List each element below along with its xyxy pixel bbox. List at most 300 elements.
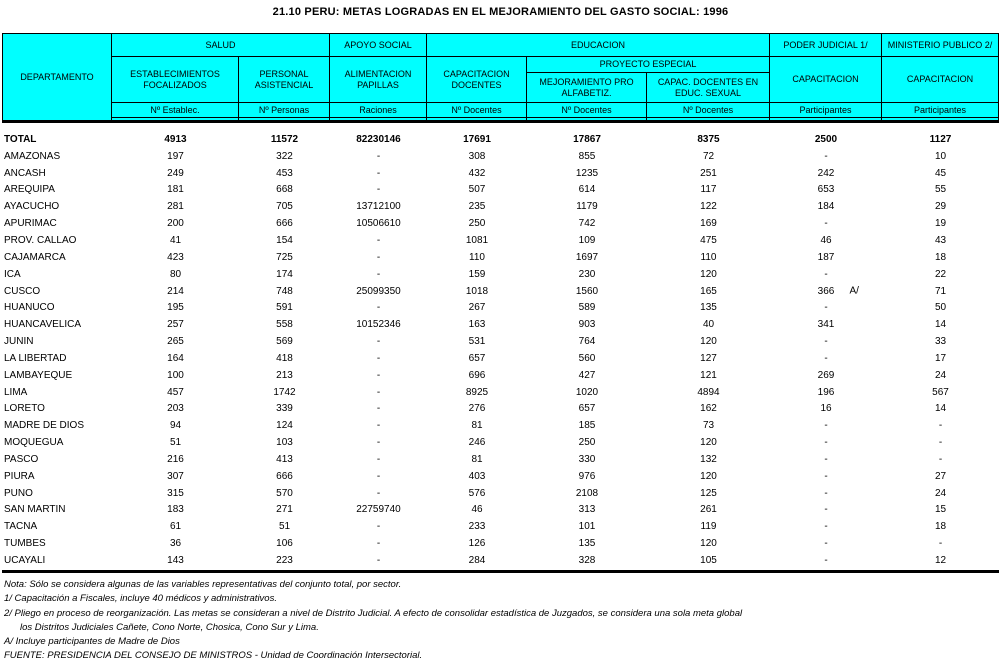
- value-cell-personal: 591: [276, 302, 293, 314]
- table-row: [2, 333, 999, 350]
- department-cell: SAN MARTIN: [4, 504, 66, 516]
- value-cell-capacitacion-docentes: 159: [468, 268, 486, 280]
- value-cell-raciones: 13712100: [356, 201, 401, 213]
- value-cell-poder-judicial: -: [824, 352, 828, 364]
- value-cell-pro-alfabetiz: 1235: [575, 167, 599, 179]
- value-cell-establecimientos: 4913: [164, 133, 187, 145]
- value-cell-educ-sexual: 162: [700, 403, 717, 415]
- value-cell-capacitacion-docentes: 531: [468, 336, 486, 348]
- value-cell-educ-sexual: 120: [700, 268, 717, 280]
- department-cell: AYACUCHO: [4, 201, 60, 213]
- value-cell-raciones: -: [376, 386, 381, 398]
- value-cell-ministerio-publico: -: [938, 420, 943, 432]
- table-row: [2, 502, 999, 519]
- value-cell-pro-alfabetiz: 764: [578, 336, 596, 348]
- value-cell-raciones: -: [376, 302, 381, 314]
- value-cell-educ-sexual: 8375: [697, 133, 720, 145]
- value-cell-ministerio-publico: 18: [934, 251, 947, 263]
- value-cell-capacitacion-docentes: 403: [468, 470, 486, 482]
- value-cell-poder-judicial: -: [824, 420, 828, 432]
- value-cell-pro-alfabetiz: 185: [578, 420, 596, 432]
- value-cell-educ-sexual: 169: [700, 218, 717, 230]
- table-row: [2, 417, 999, 434]
- value-cell-ministerio-publico: 24: [934, 487, 947, 499]
- value-cell-raciones: 25099350: [356, 285, 401, 297]
- value-cell-capacitacion-docentes: 81: [471, 420, 483, 432]
- table-bottom-rule: [2, 570, 999, 573]
- header-unit-raciones: Raciones: [330, 103, 426, 117]
- value-cell-ministerio-publico: 10: [934, 150, 947, 162]
- value-cell-personal: 11572: [270, 133, 299, 145]
- value-cell-pro-alfabetiz: 135: [578, 538, 596, 550]
- value-cell-establecimientos: 80: [169, 268, 182, 280]
- department-cell: MOQUEGUA: [4, 437, 64, 449]
- header-group-proyecto-especial: PROYECTO ESPECIAL: [527, 57, 769, 72]
- value-cell-educ-sexual: 165: [700, 285, 717, 297]
- table-header: [2, 33, 999, 123]
- value-cell-personal: 174: [276, 268, 293, 280]
- header-group-educacion: EDUCACION: [427, 34, 769, 56]
- department-cell: LA LIBERTAD: [4, 352, 67, 364]
- value-cell-poder-judicial: -: [824, 504, 828, 516]
- value-cell-ministerio-publico: 1127: [929, 133, 952, 145]
- value-cell-raciones: -: [376, 184, 381, 196]
- value-cell-educ-sexual: 125: [700, 487, 717, 499]
- value-cell-establecimientos: 197: [167, 150, 184, 162]
- value-cell-capacitacion-docentes: 250: [468, 218, 486, 230]
- value-cell-pro-alfabetiz: 109: [578, 234, 596, 246]
- table-row: [2, 165, 999, 182]
- value-cell-establecimientos: 100: [167, 369, 184, 381]
- department-cell: HUANCAVELICA: [4, 319, 82, 331]
- value-cell-raciones: -: [376, 268, 381, 280]
- value-cell-establecimientos: 281: [167, 201, 184, 213]
- header-unit-participantes-1: Participantes: [770, 103, 881, 117]
- department-cell: UCAYALI: [4, 555, 46, 567]
- table-title: 21.10 PERU: METAS LOGRADAS EN EL MEJORAMIENTO DEL GASTO SOCIAL: 1996: [272, 6, 729, 18]
- header-col-personal-asistencial: PERSONAL ASISTENCIAL: [239, 57, 329, 102]
- value-cell-capacitacion-docentes: 17691: [463, 133, 491, 145]
- value-cell-personal: 154: [276, 234, 293, 246]
- value-cell-capacitacion-docentes: 8925: [465, 386, 489, 398]
- value-cell-ministerio-publico: 18: [934, 521, 947, 533]
- footnote-line: A/ Incluye participantes de Madre de Dios: [4, 636, 180, 648]
- value-cell-raciones: -: [376, 538, 381, 550]
- header-unit-docentes-1: Nº Docentes: [427, 103, 526, 117]
- value-cell-educ-sexual: 127: [700, 352, 717, 364]
- value-cell-educ-sexual: 4894: [697, 386, 720, 398]
- table-body: [2, 131, 999, 569]
- value-cell-raciones: -: [376, 453, 381, 465]
- value-cell-ministerio-publico: 27: [934, 470, 947, 482]
- value-cell-personal: 666: [276, 218, 293, 230]
- value-cell-poder-judicial: 196: [817, 386, 835, 398]
- value-cell-educ-sexual: 120: [700, 538, 717, 550]
- value-cell-pro-alfabetiz: 560: [578, 352, 596, 364]
- value-cell-ministerio-publico: 71: [934, 285, 947, 297]
- value-cell-establecimientos: 51: [169, 437, 182, 449]
- value-cell-poder-judicial: 2500: [814, 133, 838, 145]
- value-cell-ministerio-publico: 22: [934, 268, 947, 280]
- value-cell-personal: 725: [276, 251, 293, 263]
- value-cell-capacitacion-docentes: 110: [469, 251, 485, 263]
- department-cell: HUANUCO: [4, 302, 55, 314]
- table-row: [2, 198, 999, 215]
- value-cell-capacitacion-docentes: 576: [468, 487, 486, 499]
- value-cell-capacitacion-docentes: 126: [468, 538, 486, 550]
- table-row: [2, 266, 999, 283]
- value-cell-poder-judicial: -: [824, 521, 828, 533]
- footnote-line: los Distritos Judiciales Cañete, Cono Norte, Chosica, Cono Sur y Lima.: [20, 621, 319, 633]
- table-row: [2, 468, 999, 485]
- value-cell-establecimientos: 61: [169, 521, 182, 533]
- value-cell-pro-alfabetiz: 250: [578, 437, 596, 449]
- table-row: [2, 485, 999, 502]
- value-cell-raciones: -: [376, 521, 381, 533]
- value-cell-educ-sexual: 40: [702, 319, 715, 331]
- header-group-ministerio-publico: MINISTERIO PUBLICO 2/: [882, 34, 998, 56]
- value-cell-educ-sexual: 72: [702, 150, 715, 162]
- value-cell-establecimientos: 36: [169, 538, 182, 550]
- value-cell-educ-sexual: 132: [700, 453, 717, 465]
- header-group-apoyo-social: APOYO SOCIAL: [330, 34, 426, 56]
- value-cell-capacitacion-docentes: 163: [468, 319, 486, 331]
- header-col-capac-educ-sexual: CAPAC. DOCENTES EN EDUC. SEXUAL: [647, 73, 769, 102]
- value-cell-capacitacion-docentes: 657: [468, 352, 486, 364]
- value-cell-personal: 124: [276, 420, 293, 432]
- value-cell-capacitacion-docentes: 246: [468, 437, 486, 449]
- value-cell-establecimientos: 200: [167, 218, 184, 230]
- value-cell-raciones: -: [376, 420, 381, 432]
- value-cell-establecimientos: 265: [167, 336, 184, 348]
- value-cell-pro-alfabetiz: 230: [578, 268, 596, 280]
- header-col-capacitacion-ministerio: CAPACITACION: [882, 57, 998, 102]
- value-cell-capacitacion-docentes: 507: [468, 184, 486, 196]
- header-filler: [527, 118, 646, 120]
- value-cell-raciones: -: [376, 336, 381, 348]
- department-cell: MADRE DE DIOS: [4, 420, 85, 432]
- value-cell-poder-judicial: 184: [817, 201, 835, 213]
- footnotes: [4, 578, 997, 662]
- table-row: [2, 384, 999, 401]
- value-cell-capacitacion-docentes: 235: [468, 201, 486, 213]
- value-cell-pro-alfabetiz: 313: [578, 504, 596, 516]
- value-cell-poder-judicial: 46: [820, 234, 832, 246]
- value-cell-poder-judicial: 242: [817, 167, 835, 179]
- header-filler: [770, 118, 881, 120]
- department-cell: APURIMAC: [4, 218, 57, 230]
- value-cell-ministerio-publico: 14: [934, 319, 947, 331]
- value-cell-raciones: -: [376, 403, 381, 415]
- value-cell-educ-sexual: 121: [700, 369, 717, 381]
- header-departamento: DEPARTAMENTO: [3, 34, 111, 120]
- value-cell-poder-judicial: -: [824, 218, 828, 230]
- value-cell-raciones: -: [376, 555, 381, 567]
- table-row: [2, 316, 999, 333]
- department-cell: PASCO: [4, 453, 39, 465]
- value-cell-pro-alfabetiz: 1560: [575, 285, 599, 297]
- value-cell-raciones: -: [376, 470, 381, 482]
- header-col-establecimientos: ESTABLECIMIENTOS FOCALIZADOS: [112, 57, 238, 102]
- value-cell-capacitacion-docentes: 696: [468, 369, 486, 381]
- value-cell-poder-judicial: -: [824, 336, 828, 348]
- value-cell-pro-alfabetiz: 855: [578, 150, 596, 162]
- department-cell: CAJAMARCA: [4, 251, 66, 263]
- value-cell-personal: 570: [276, 487, 293, 499]
- value-cell-educ-sexual: 135: [700, 302, 717, 314]
- value-cell-establecimientos: 423: [167, 251, 184, 263]
- value-cell-ministerio-publico: 50: [934, 302, 947, 314]
- value-cell-poder-judicial: 16: [820, 403, 832, 415]
- table-row: [2, 131, 999, 148]
- value-cell-pro-alfabetiz: 101: [578, 521, 596, 533]
- header-unit-docentes-2: Nº Docentes: [527, 103, 646, 117]
- header-col-capacitacion-docentes: CAPACITACION DOCENTES: [427, 57, 526, 102]
- value-cell-capacitacion-docentes: 46: [471, 504, 483, 516]
- header-group-salud: SALUD: [112, 34, 329, 56]
- value-cell-pro-alfabetiz: 330: [578, 453, 596, 465]
- value-cell-poder-judicial: -: [824, 302, 828, 314]
- value-cell-pro-alfabetiz: 1020: [575, 386, 599, 398]
- value-cell-educ-sexual: 73: [702, 420, 715, 432]
- table-row: [2, 182, 999, 199]
- value-cell-ministerio-publico: 14: [934, 403, 947, 415]
- value-cell-pro-alfabetiz: 427: [578, 369, 596, 381]
- value-cell-poder-judicial: 366 A/: [817, 285, 859, 297]
- value-cell-ministerio-publico: 17: [934, 352, 947, 364]
- value-cell-ministerio-publico: 55: [934, 184, 947, 196]
- value-cell-ministerio-publico: 45: [934, 167, 947, 179]
- value-cell-poder-judicial: 269: [817, 369, 835, 381]
- value-cell-personal: 668: [276, 184, 293, 196]
- value-cell-poder-judicial: -: [824, 453, 828, 465]
- value-cell-ministerio-publico: 12: [934, 555, 947, 567]
- value-cell-establecimientos: 249: [167, 167, 184, 179]
- value-cell-establecimientos: 216: [167, 453, 184, 465]
- value-cell-establecimientos: 203: [167, 403, 184, 415]
- value-cell-capacitacion-docentes: 276: [468, 403, 486, 415]
- value-cell-establecimientos: 307: [167, 470, 184, 482]
- footnote-line: Nota: Sólo se considera algunas de las variables representativas del conjunto total, por sector.: [4, 579, 402, 590]
- value-cell-ministerio-publico: 43: [934, 234, 947, 246]
- table-row: [2, 451, 999, 468]
- value-cell-personal: 413: [276, 453, 293, 465]
- value-cell-poder-judicial: 653: [817, 184, 835, 196]
- value-cell-ministerio-publico: 15: [934, 504, 947, 516]
- value-cell-capacitacion-docentes: 267: [468, 302, 486, 314]
- table-row: [2, 299, 999, 316]
- value-cell-educ-sexual: 120: [700, 437, 717, 449]
- value-cell-pro-alfabetiz: 1179: [576, 201, 598, 213]
- table-row: [2, 249, 999, 266]
- table-row: [2, 434, 999, 451]
- value-cell-pro-alfabetiz: 17867: [573, 133, 601, 145]
- value-cell-poder-judicial: -: [824, 150, 828, 162]
- value-cell-raciones: -: [376, 167, 381, 179]
- value-cell-establecimientos: 257: [167, 319, 184, 331]
- value-cell-pro-alfabetiz: 742: [578, 218, 596, 230]
- value-cell-educ-sexual: 122: [700, 201, 717, 213]
- value-cell-capacitacion-docentes: 432: [468, 167, 486, 179]
- value-cell-pro-alfabetiz: 328: [578, 555, 596, 567]
- value-cell-personal: 271: [276, 504, 293, 516]
- value-cell-pro-alfabetiz: 614: [578, 184, 596, 196]
- value-cell-personal: 453: [276, 167, 293, 179]
- header-filler: [882, 118, 998, 120]
- department-cell: JUNIN: [4, 336, 34, 348]
- department-cell: ANCASH: [4, 167, 46, 179]
- value-cell-personal: 569: [276, 336, 293, 348]
- value-cell-poder-judicial: -: [824, 555, 828, 567]
- value-cell-ministerio-publico: -: [938, 437, 943, 449]
- value-cell-raciones: -: [376, 150, 381, 162]
- value-cell-raciones: 22759740: [356, 504, 401, 516]
- value-cell-raciones: 82230146: [356, 133, 401, 145]
- table-row: [2, 535, 999, 552]
- value-cell-educ-sexual: 120: [700, 336, 717, 348]
- value-cell-establecimientos: 181: [167, 184, 184, 196]
- header-unit-docentes-3: Nº Docentes: [647, 103, 769, 117]
- value-cell-raciones: -: [376, 352, 381, 364]
- footnote-line: FUENTE: PRESIDENCIA DEL CONSEJO DE MINISTROS - Unidad de Coordinación Intersectorial.: [4, 650, 423, 662]
- value-cell-ministerio-publico: 567: [932, 386, 949, 398]
- department-cell: AMAZONAS: [4, 150, 61, 162]
- header-group-poder-judicial: PODER JUDICIAL 1/: [770, 34, 881, 56]
- value-cell-raciones: -: [376, 437, 381, 449]
- header-filler: [330, 118, 426, 120]
- value-cell-ministerio-publico: 33: [934, 336, 947, 348]
- header-filler: [647, 118, 769, 120]
- department-cell: LIMA: [4, 386, 28, 398]
- value-cell-poder-judicial: 341: [817, 319, 835, 331]
- value-cell-personal: 666: [276, 470, 293, 482]
- value-cell-educ-sexual: 251: [700, 167, 717, 179]
- value-cell-personal: 558: [276, 319, 293, 331]
- value-cell-educ-sexual: 117: [700, 184, 717, 196]
- value-cell-personal: 705: [276, 201, 293, 213]
- table-row: [2, 367, 999, 384]
- value-cell-establecimientos: 143: [167, 555, 184, 567]
- table-row: [2, 552, 999, 569]
- value-cell-pro-alfabetiz: 1697: [575, 251, 599, 263]
- header-unit-participantes-2: Participantes: [882, 103, 998, 117]
- value-cell-pro-alfabetiz: 589: [578, 302, 596, 314]
- value-cell-ministerio-publico: 24: [934, 369, 947, 381]
- value-cell-pro-alfabetiz: 657: [578, 403, 596, 415]
- department-cell: PROV. CALLAO: [4, 234, 77, 246]
- value-cell-personal: 748: [276, 285, 293, 297]
- department-cell: ICA: [4, 268, 21, 280]
- value-cell-poder-judicial: -: [824, 268, 828, 280]
- value-cell-ministerio-publico: 19: [934, 218, 947, 230]
- value-cell-personal: 103: [276, 437, 293, 449]
- value-cell-establecimientos: 164: [167, 352, 184, 364]
- value-cell-establecimientos: 315: [167, 487, 184, 499]
- header-filler: [239, 118, 329, 120]
- header-col-alimentacion-papillas: ALIMENTACION PAPILLAS: [330, 57, 426, 102]
- value-cell-capacitacion-docentes: 284: [468, 555, 486, 567]
- value-cell-personal: 418: [276, 352, 293, 364]
- department-cell: LORETO: [4, 403, 45, 415]
- value-cell-educ-sexual: 475: [700, 234, 717, 246]
- value-cell-educ-sexual: 105: [700, 555, 717, 567]
- value-cell-capacitacion-docentes: 233: [468, 521, 486, 533]
- department-cell: TUMBES: [4, 538, 46, 550]
- table-row: [2, 350, 999, 367]
- header-unit-personas: Nº Personas: [239, 103, 329, 117]
- value-cell-personal: 213: [276, 369, 293, 381]
- department-cell: CUSCO: [4, 285, 41, 297]
- value-cell-poder-judicial: -: [824, 437, 828, 449]
- value-cell-pro-alfabetiz: 903: [578, 319, 596, 331]
- value-cell-raciones: -: [376, 487, 381, 499]
- department-cell: TACNA: [4, 521, 38, 533]
- value-cell-ministerio-publico: -: [938, 538, 943, 550]
- value-cell-poder-judicial: -: [824, 538, 828, 550]
- value-cell-raciones: -: [376, 369, 381, 381]
- header-col-mejoramiento-alfabetiz: MEJORAMIENTO PRO ALFABETIZ.: [527, 73, 646, 102]
- department-cell: PUNO: [4, 487, 33, 499]
- value-cell-educ-sexual: 120: [700, 470, 717, 482]
- value-cell-poder-judicial: 187: [817, 251, 835, 263]
- department-cell: TOTAL: [4, 133, 37, 145]
- value-cell-raciones: 10152346: [356, 319, 401, 331]
- department-cell: LAMBAYEQUE: [4, 369, 73, 381]
- value-cell-ministerio-publico: 29: [934, 201, 947, 213]
- value-cell-personal: 51: [278, 521, 291, 533]
- value-cell-ministerio-publico: -: [938, 453, 943, 465]
- value-cell-personal: 1742: [273, 386, 296, 398]
- value-cell-establecimientos: 41: [169, 234, 182, 246]
- value-cell-establecimientos: 94: [169, 420, 182, 432]
- value-cell-poder-judicial: -: [824, 487, 828, 499]
- header-filler: [427, 118, 526, 120]
- value-cell-establecimientos: 183: [167, 504, 184, 516]
- value-cell-pro-alfabetiz: 976: [578, 470, 596, 482]
- value-cell-establecimientos: 195: [167, 302, 184, 314]
- value-cell-capacitacion-docentes: 1018: [465, 285, 489, 297]
- table-row: [2, 148, 999, 165]
- table-row: [2, 232, 999, 249]
- value-cell-educ-sexual: 261: [700, 504, 717, 516]
- footnote-line: 1/ Capacitación a Fiscales, incluye 40 médicos y administrativos.: [4, 593, 277, 605]
- value-cell-personal: 223: [276, 555, 293, 567]
- value-cell-educ-sexual: 119: [700, 521, 717, 533]
- value-cell-educ-sexual: 110: [700, 251, 717, 263]
- header-unit-establec: Nº Establec.: [112, 103, 238, 117]
- value-cell-personal: 322: [276, 150, 293, 162]
- footnote-line: 2/ Pliego en proceso de reorganización. Las metas se consideran a nivel de Distrito Judicial. A efecto de consolidar estadística de Juzgados, se considera una sola meta global: [4, 607, 743, 619]
- value-cell-pro-alfabetiz: 2108: [575, 487, 599, 499]
- value-cell-capacitacion-docentes: 81: [471, 453, 483, 465]
- value-cell-raciones: -: [376, 234, 381, 246]
- value-cell-personal: 339: [276, 403, 293, 415]
- value-cell-capacitacion-docentes: 308: [468, 150, 486, 162]
- value-cell-establecimientos: 214: [167, 285, 184, 297]
- department-cell: AREQUIPA: [4, 184, 55, 196]
- table-row: [2, 283, 999, 300]
- value-cell-capacitacion-docentes: 1081: [465, 234, 489, 246]
- table-row: [2, 215, 999, 232]
- header-filler: [112, 118, 238, 120]
- value-cell-establecimientos: 457: [167, 386, 184, 398]
- value-cell-raciones: -: [376, 251, 381, 263]
- value-cell-raciones: 10506610: [356, 218, 401, 230]
- value-cell-personal: 106: [276, 538, 293, 550]
- table-row: [2, 401, 999, 418]
- department-cell: PIURA: [4, 470, 35, 482]
- table-row: [2, 518, 999, 535]
